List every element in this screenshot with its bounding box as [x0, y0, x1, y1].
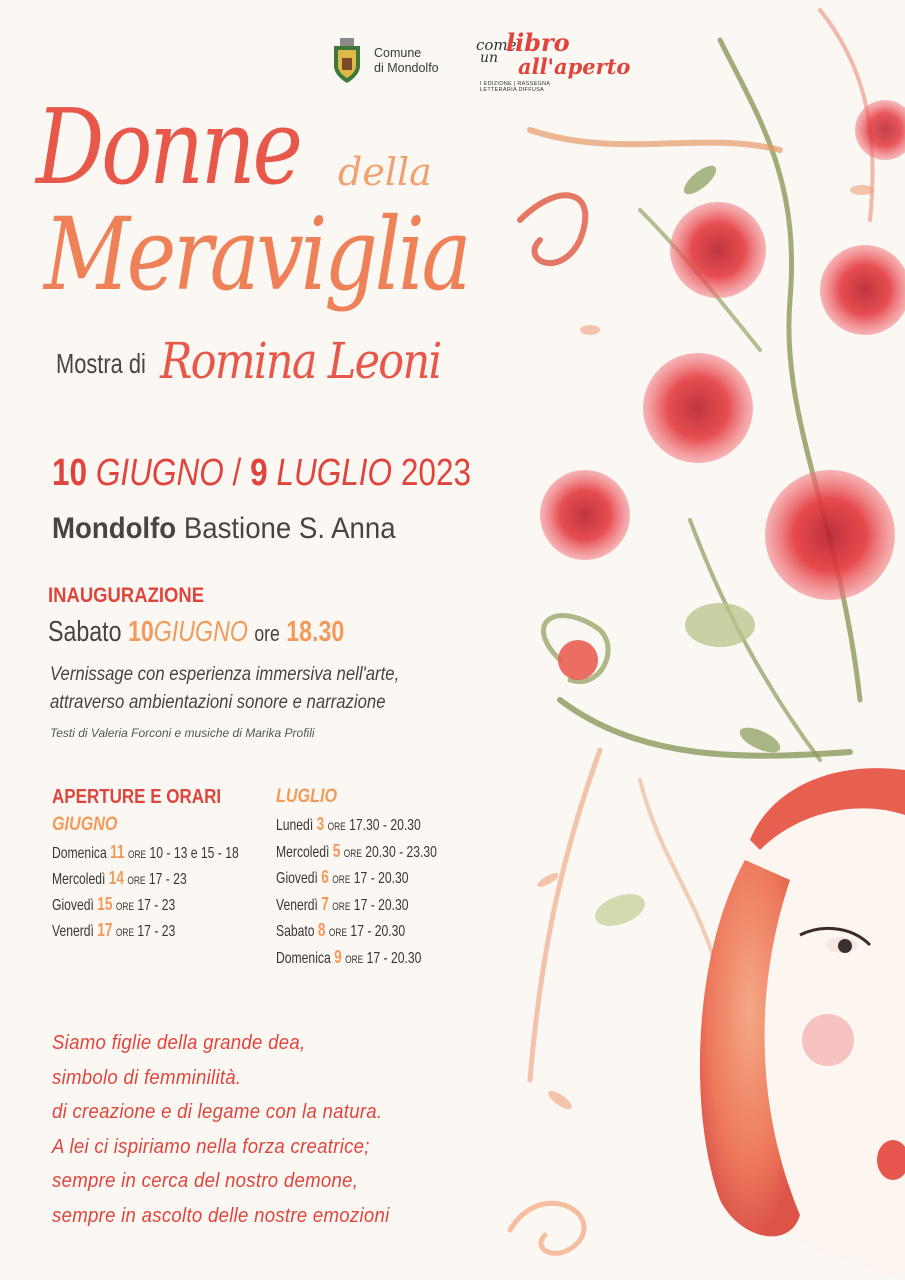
libro-logo-aperto: all'aperto [518, 54, 631, 79]
schedule-hours: 17.30 - 20.30 [349, 817, 421, 834]
schedule-hours: 17 - 23 [137, 923, 176, 940]
date-separator: / [232, 452, 242, 494]
schedule-date: 14 [108, 868, 124, 888]
end-day: 9 [250, 452, 268, 494]
schedule-heading: APERTURE E ORARI [52, 786, 222, 808]
poem-line: A lei ci ispiriamo nella forza creatrice; [52, 1135, 370, 1158]
schedule-day: Giovedì [52, 897, 94, 914]
inauguration-ore: ore [254, 621, 280, 646]
schedule-ore: ORE [115, 901, 135, 913]
schedule-day: Mercoledì [52, 871, 106, 888]
start-day: 10 [52, 452, 88, 494]
schedule-row [276, 894, 409, 915]
schedule-date: 17 [97, 920, 113, 940]
inauguration-desc-line2: attraverso ambientazioni sonore e narrazione [50, 692, 386, 713]
schedule-date: 15 [97, 894, 113, 914]
schedule-date: 11 [110, 842, 125, 862]
start-month: GIUGNO [95, 452, 224, 494]
schedule-ore: ORE [328, 927, 348, 939]
inauguration-day: 10 [127, 616, 154, 648]
schedule-row [52, 842, 239, 863]
schedule-ore: ORE [332, 874, 351, 886]
poem-line: simbolo di femminilità. [52, 1066, 242, 1089]
crest-icon [328, 36, 366, 86]
june-label: GIUGNO [52, 814, 118, 835]
schedule-day: Lunedì [276, 817, 314, 834]
schedule-day: Venerdì [276, 896, 318, 914]
inauguration-time: 18.30 [286, 616, 345, 648]
come-un-libro-logo [476, 28, 631, 93]
schedule-date: 9 [334, 946, 342, 967]
schedule-ore: ORE [343, 847, 362, 860]
schedule-row [52, 868, 187, 889]
comune-line2: di Mondolfo [374, 61, 439, 75]
schedule-ore: ORE [332, 900, 351, 913]
schedule-row [52, 894, 175, 915]
libro-logo-libro: libro [506, 28, 570, 57]
schedule-date: 7 [321, 893, 329, 914]
end-month: LUGLIO [276, 452, 393, 494]
poem-line: di creazione e di legame con la natura. [52, 1101, 383, 1123]
schedule-ore: ORE [127, 875, 146, 887]
schedule-row [276, 841, 437, 862]
libro-logo-un: un [480, 50, 499, 66]
schedule-row [276, 947, 421, 968]
comune-logo [328, 36, 439, 86]
schedule-day: Sabato [276, 923, 315, 940]
schedule-day: Giovedì [276, 870, 318, 887]
schedule-date: 5 [332, 840, 341, 861]
schedule-day: Domenica [52, 845, 107, 862]
title-meraviglia: Meraviglia [44, 196, 469, 313]
schedule-date: 8 [317, 920, 326, 940]
inauguration-month: GIUGNO [153, 616, 248, 648]
artist-name: Romina Leoni [160, 332, 441, 390]
schedule-hours: 17 - 20.30 [350, 923, 406, 940]
schedule-day: Venerdì [52, 923, 94, 940]
venue-town: Mondolfo [52, 512, 177, 545]
schedule-ore: ORE [115, 927, 135, 939]
title-donne: Donne [36, 86, 300, 208]
schedule-ore: ORE [345, 953, 364, 966]
comune-line1: Comune [374, 46, 422, 60]
schedule-row [276, 920, 405, 941]
poem-line: Siamo figlie della grande dea, [52, 1032, 306, 1054]
exhibition-dates [52, 452, 471, 495]
schedule-hours: 17 - 23 [148, 871, 187, 888]
schedule-day: Mercoledì [276, 843, 330, 861]
venue [52, 512, 396, 546]
poem-line: sempre in ascolto delle nostre emozioni [52, 1204, 390, 1227]
schedule-hours: 10 - 13 e 15 - 18 [149, 845, 239, 862]
inauguration-desc-line1: Vernissage con esperienza immersiva nell'arte, [50, 664, 400, 685]
schedule-ore: ORE [327, 821, 346, 833]
year: 2023 [400, 452, 472, 494]
inauguration-credits: Testi di Valeria Forconi e musiche di Marika Profili [50, 726, 315, 740]
schedule-hours: 17 - 20.30 [353, 870, 409, 887]
schedule-ore: ORE [127, 849, 147, 861]
schedule-hours: 17 - 20.30 [366, 949, 422, 967]
schedule-hours: 17 - 23 [137, 897, 176, 914]
schedule-hours: 20.30 - 23.30 [365, 843, 437, 861]
venue-place: Bastione S. Anna [183, 512, 396, 545]
inauguration-day-name: Sabato [48, 616, 122, 648]
libro-logo-come: come [476, 36, 517, 54]
inauguration-heading: INAUGURAZIONE [48, 584, 205, 607]
inauguration-date [48, 616, 344, 649]
schedule-row [276, 814, 421, 835]
schedule-date: 3 [316, 814, 325, 834]
comune-name [374, 46, 439, 76]
title-della: della [338, 150, 432, 194]
schedule-row [52, 920, 175, 941]
mostra-di-label: Mostra di [56, 348, 146, 379]
july-label: LUGLIO [276, 786, 338, 807]
schedule-day: Domenica [276, 949, 331, 967]
libro-logo-subtitle: I EDIZIONE | RASSEGNA LETTERARIA DIFFUSA [480, 81, 551, 93]
poem-line: sempre in cerca del nostro demone, [52, 1170, 359, 1192]
schedule-date: 6 [321, 867, 329, 887]
schedule-hours: 17 - 20.30 [353, 896, 409, 914]
schedule-row [276, 867, 409, 888]
